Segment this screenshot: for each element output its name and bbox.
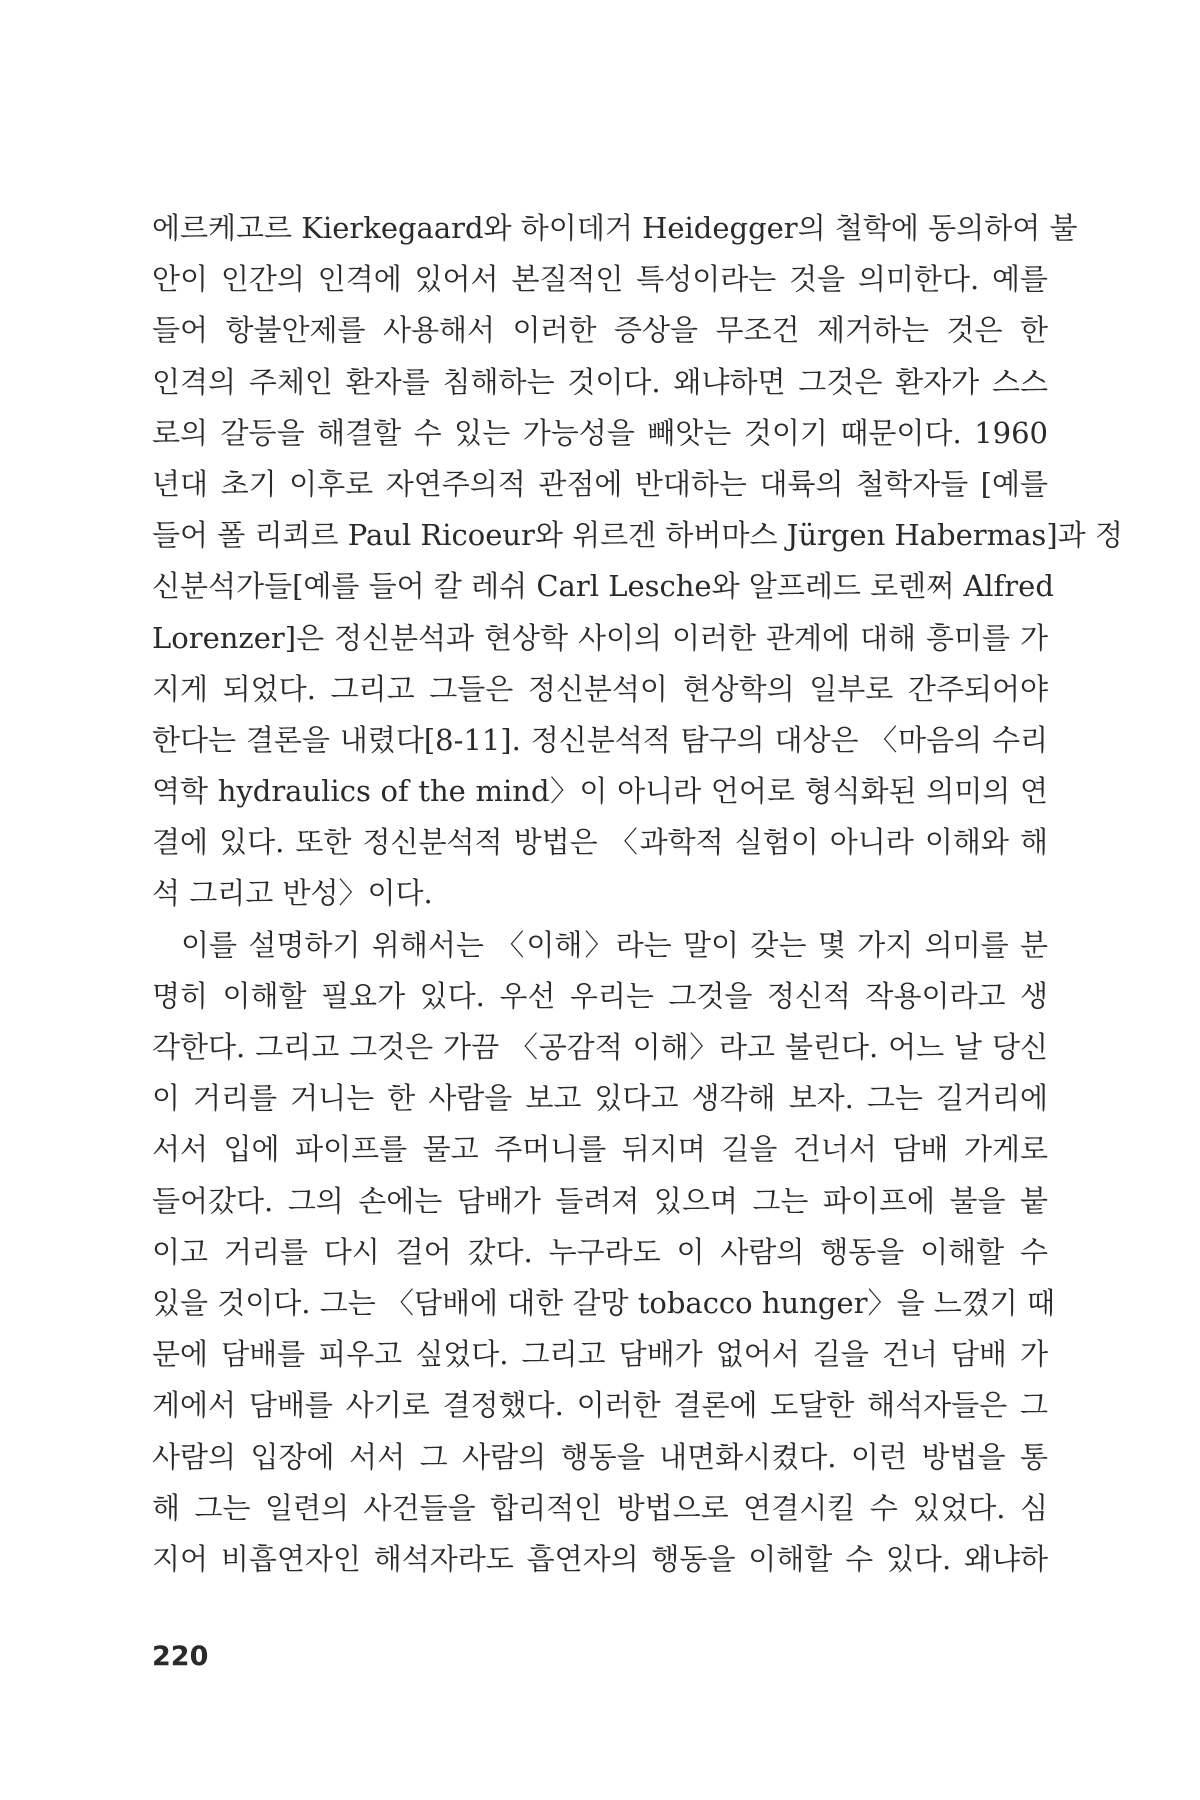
paragraph-1 — [152, 203, 1123, 920]
text-line: 안이 인간의 인격에 있어서 본질적인 특성이라는 것을 의미한다. 예를 — [152, 262, 1048, 297]
text-line: 들어 항불안제를 사용해서 이러한 증상을 무조건 제거하는 것은 한 — [152, 313, 1048, 348]
text-line: 결에 있다. 또한 정신분석적 방법은 〈과학적 실험이 아니라 이해와 해 — [152, 825, 1048, 860]
text-line: 로의 갈등을 해결할 수 있는 가능성을 빼앗는 것이기 때문이다. 1960 — [152, 415, 1048, 450]
text-line: Lorenzer]은 정신분석과 현상학 사이의 이러한 관계에 대해 흥미를 가 — [152, 620, 1048, 655]
text-line: 들어갔다. 그의 손에는 담배가 들려져 있으며 그는 파이프에 불을 붙 — [152, 1183, 1048, 1218]
text-line: 지게 되었다. 그리고 그들은 정신분석이 현상학의 일부로 간주되어야 — [152, 671, 1048, 706]
text-line: 서서 입에 파이프를 물고 주머니를 뒤지며 길을 건너서 담배 가게로 — [152, 1132, 1048, 1167]
text-line: 석 그리고 반성〉이다. — [152, 876, 433, 911]
text-line: 지어 비흡연자인 해석자라도 흡연자의 행동을 이해할 수 있다. 왜냐하 — [152, 1541, 1048, 1576]
page-number: 220 — [152, 1641, 209, 1672]
text-line: 에르케고르 Kierkegaard와 하이데거 Heidegger의 철학에 동의하여 불 — [152, 211, 1078, 245]
text-line: 문에 담배를 피우고 싶었다. 그리고 담배가 없어서 길을 건너 담배 가 — [152, 1337, 1048, 1372]
text-line: 인격의 주체인 환자를 침해하는 것이다. 왜냐하면 그것은 환자가 스스 — [152, 364, 1048, 399]
text-line: 한다는 결론을 내렸다[8-11]. 정신분석적 탐구의 대상은 〈마음의 수리 — [152, 722, 1048, 757]
text-line: 년대 초기 이후로 자연주의적 관점에 반대하는 대륙의 철학자들 [예를 — [152, 466, 1048, 501]
text-line: 해 그는 일련의 사건들을 합리적인 방법으로 연결시킬 수 있었다. 심 — [152, 1490, 1048, 1525]
text-line: 있을 것이다. 그는 〈담배에 대한 갈망 tobacco hunger〉을 느꼈기 때 — [152, 1285, 1055, 1320]
text-line: 이를 설명하기 위해서는 〈이해〉라는 말이 갖는 몇 가지 의미를 분 — [181, 927, 1048, 962]
text-line: 이고 거리를 다시 걸어 갔다. 누구라도 이 사람의 행동을 이해할 수 — [152, 1234, 1048, 1269]
text-line: 역학 hydraulics of the mind〉이 아니라 언어로 형식화된 의미의 연 — [152, 774, 1048, 809]
text-line: 명히 이해할 필요가 있다. 우선 우리는 그것을 정신적 작용이라고 생 — [152, 978, 1048, 1013]
text-line: 이 거리를 거니는 한 사람을 보고 있다고 생각해 보자. 그는 길거리에 — [152, 1081, 1048, 1116]
body-text — [152, 203, 1123, 1585]
text-line: 게에서 담배를 사기로 결정했다. 이러한 결론에 도달한 해석자들은 그 — [152, 1388, 1048, 1423]
text-line: 들어 폴 리쾨르 Paul Ricoeur와 위르겐 하버마스 Jürgen Habermas]과 정 — [152, 518, 1123, 553]
text-line: 신분석가들[예를 들어 칼 레쉬 Carl Lesche와 알프레드 로렌쩌 Alfred — [152, 569, 1054, 604]
paragraph-2 — [152, 920, 1055, 1585]
text-line: 각한다. 그리고 그것은 가끔 〈공감적 이해〉라고 불린다. 어느 날 당신 — [152, 1030, 1048, 1064]
text-line: 사람의 입장에 서서 그 사람의 행동을 내면화시켰다. 이런 방법을 통 — [152, 1439, 1048, 1474]
